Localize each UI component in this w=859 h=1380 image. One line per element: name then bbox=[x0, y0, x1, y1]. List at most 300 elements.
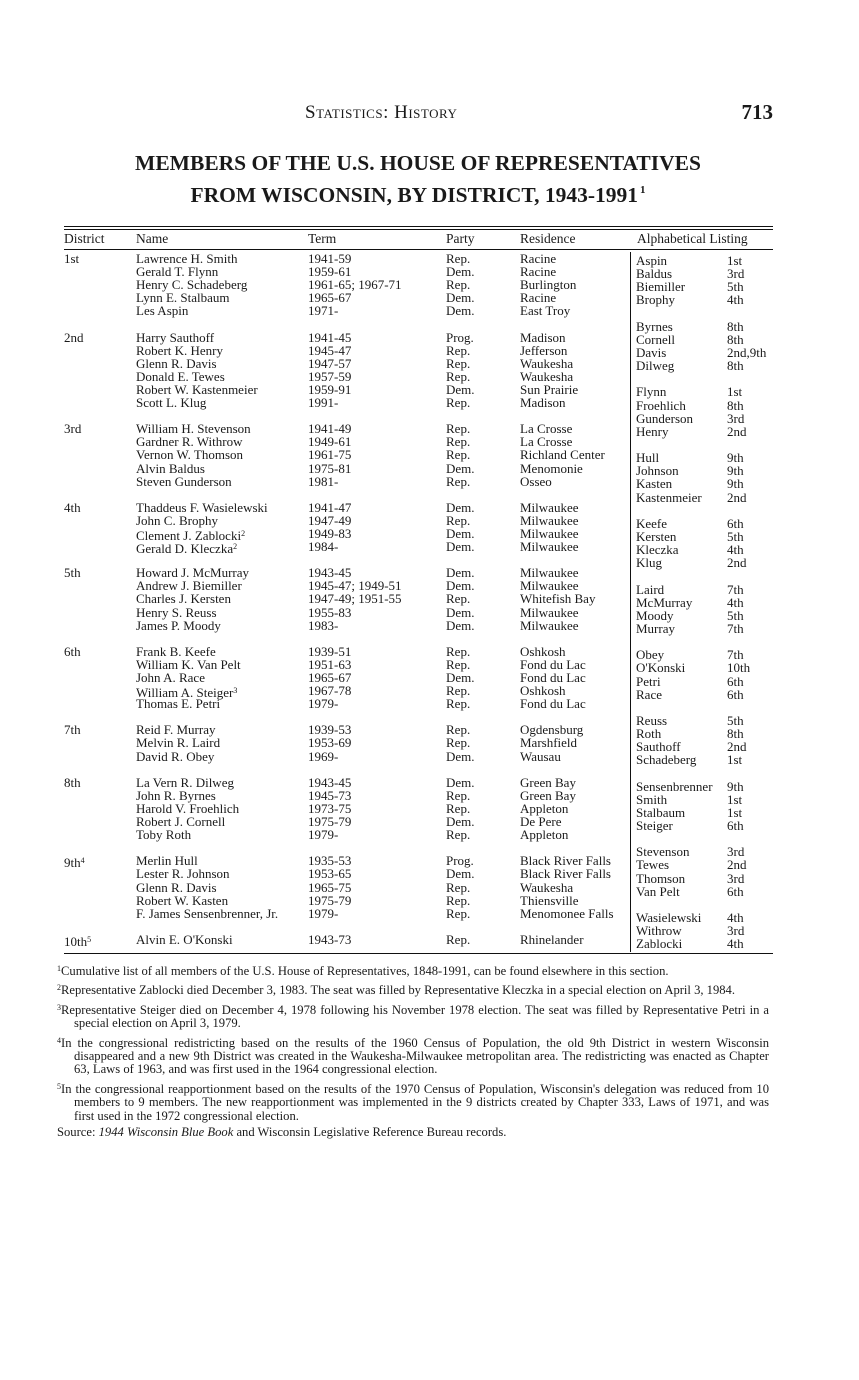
alpha-list-item bbox=[636, 477, 776, 490]
member-term: 1941-45 bbox=[308, 329, 352, 345]
member-name: David R. Obey bbox=[136, 748, 215, 764]
district-label: 5th bbox=[64, 565, 81, 581]
member-term: 1939-53 bbox=[308, 722, 352, 738]
alpha-district: 8th bbox=[727, 331, 744, 347]
alpha-name: Klug bbox=[636, 555, 662, 571]
alpha-name: Roth bbox=[636, 726, 662, 742]
alpha-name: Steiger bbox=[636, 818, 673, 834]
member-term: 1965-75 bbox=[308, 879, 352, 895]
table-row bbox=[64, 514, 630, 527]
alpha-district: 9th bbox=[727, 476, 744, 492]
alpha-district: 6th bbox=[727, 883, 744, 899]
running-head bbox=[0, 100, 859, 130]
member-party: Dem. bbox=[446, 525, 475, 541]
member-party: Rep. bbox=[446, 342, 471, 358]
member-term: 1975-81 bbox=[308, 460, 352, 476]
member-name: Charles J. Kersten bbox=[136, 591, 231, 607]
member-residence: Black River Falls bbox=[520, 866, 611, 882]
member-residence: Milwaukee bbox=[520, 539, 579, 555]
footnote-2: $^2$Representative Zablocki died December 3, 1983. The seat was filled by Representative Kleczka in a special election on April 3, 1984. bbox=[57, 983, 736, 998]
member-name: Gerald T. Flynn bbox=[136, 264, 219, 280]
alpha-district: 3rd bbox=[727, 923, 745, 939]
alpha-list-item bbox=[636, 425, 776, 438]
member-residence: Appleton bbox=[520, 827, 569, 843]
district-label: 1st bbox=[64, 251, 80, 266]
member-term: 1965-67 bbox=[308, 290, 352, 306]
alpha-list-item bbox=[636, 359, 776, 372]
member-party: Prog. bbox=[446, 853, 474, 869]
member-residence: Racine bbox=[520, 264, 557, 280]
member-name: Glenn R. Davis bbox=[136, 355, 217, 371]
alpha-name: Wasielewski bbox=[636, 910, 702, 926]
member-name: Robert W. Kastenmeier bbox=[136, 381, 258, 397]
member-residence: Oshkosh bbox=[520, 683, 566, 699]
table-row bbox=[64, 828, 630, 841]
member-name: Melvin R. Laird bbox=[136, 735, 221, 751]
member-name: John A. Race bbox=[136, 670, 205, 685]
member-name: Robert W. Kasten bbox=[136, 892, 229, 908]
member-name: James P. Moody bbox=[136, 617, 221, 633]
alpha-list-item bbox=[636, 780, 776, 793]
alpha-list-item bbox=[636, 885, 776, 898]
member-name: Thomas E. Petri bbox=[136, 696, 221, 712]
member-party: Rep. bbox=[446, 355, 471, 371]
footnote-4: $^4$In the congressional redistricting based on the results of the 1960 Census of Population, the old 9th District in western Wisconsin disappeared and a new 9th District was created in the Waukesha-Milwaukee metropolitan area. The redistricting was enacted as Chapter 63, Laws of 1963, and was first used in the 1964 congressional election. bbox=[57, 1035, 769, 1077]
member-party: Dem. bbox=[446, 460, 475, 476]
member-party: Rep. bbox=[446, 892, 471, 908]
member-residence: Fond du Lac bbox=[520, 670, 586, 685]
alpha-name: Baldus bbox=[636, 266, 673, 282]
member-residence: Milwaukee bbox=[520, 512, 579, 528]
member-residence: Milwaukee bbox=[520, 525, 579, 541]
member-name: Les Aspin bbox=[136, 303, 189, 319]
alpha-district: 2nd bbox=[727, 857, 747, 873]
alpha-list-item bbox=[636, 609, 776, 622]
alpha-district: 7th bbox=[727, 647, 744, 663]
alpha-list-item bbox=[636, 937, 776, 950]
member-residence: Wausau bbox=[520, 748, 561, 764]
column-header-term: Term bbox=[308, 231, 337, 246]
member-party: Rep. bbox=[446, 696, 471, 712]
alpha-name: Race bbox=[636, 686, 662, 702]
member-party: Dem. bbox=[446, 499, 475, 515]
member-name: Henry C. Schadeberg bbox=[136, 277, 248, 293]
page-number: 713 bbox=[741, 100, 773, 124]
alpha-list-item bbox=[636, 872, 776, 885]
district-label: 7th bbox=[64, 722, 81, 738]
alpha-list-item bbox=[636, 583, 776, 596]
member-term: 1973-75 bbox=[308, 800, 352, 816]
table-title-line-1: MEMBERS OF THE U.S. HOUSE OF REPRESENTATIVES bbox=[135, 151, 701, 175]
member-term: 1947-49 bbox=[308, 512, 352, 528]
alpha-list-item bbox=[636, 491, 776, 504]
section-title: Statistics: History bbox=[305, 102, 458, 123]
member-residence: Milwaukee bbox=[520, 565, 579, 581]
member-residence: Whitefish Bay bbox=[520, 591, 596, 607]
member-residence: Green Bay bbox=[520, 774, 576, 790]
alpha-list-item bbox=[636, 385, 776, 398]
alpha-district: 1st bbox=[727, 752, 743, 768]
column-header-name: Name bbox=[136, 231, 169, 246]
source-title: 1944 Wisconsin Blue Book bbox=[98, 1125, 234, 1140]
member-residence: Madison bbox=[520, 395, 566, 411]
member-term: 1979- bbox=[308, 905, 339, 921]
alpha-list-item bbox=[636, 819, 776, 832]
district-group bbox=[64, 499, 630, 557]
member-party: Rep. bbox=[446, 905, 471, 921]
member-residence: Madison bbox=[520, 329, 566, 345]
member-party: Dem. bbox=[446, 565, 475, 581]
district-label: 4th bbox=[64, 499, 81, 515]
alpha-name: Schadeberg bbox=[636, 752, 697, 768]
table-row bbox=[64, 619, 630, 632]
member-term: 1947-49; 1951-55 bbox=[308, 591, 402, 607]
top-rule-2 bbox=[64, 229, 773, 230]
alpha-name: Zablocki bbox=[636, 936, 683, 952]
alpha-name: Tewes bbox=[636, 857, 670, 873]
member-party: Rep. bbox=[446, 434, 471, 450]
table-title-line-2: FROM WISCONSIN, BY DISTRICT, 1943-1991 $^1$ bbox=[190, 183, 646, 207]
district-label: $10th^5$ bbox=[64, 933, 92, 949]
alpha-name: Johnson bbox=[636, 463, 679, 479]
member-residence: Richland Center bbox=[520, 447, 605, 463]
alpha-list-item bbox=[636, 293, 776, 306]
alpha-list-item bbox=[636, 399, 776, 412]
member-party: Rep. bbox=[446, 683, 471, 699]
member-party: Rep. bbox=[446, 800, 471, 816]
member-party: Rep. bbox=[446, 879, 471, 895]
alpha-list-spacer bbox=[636, 504, 776, 517]
alpha-name: Aspin bbox=[636, 253, 668, 268]
member-name: Alvin E. O'Konski bbox=[136, 931, 233, 947]
member-residence: Sun Prairie bbox=[520, 381, 579, 397]
member-name: Glenn R. Davis bbox=[136, 879, 217, 895]
table-row bbox=[64, 697, 630, 710]
alpha-name: Kleczka bbox=[636, 542, 679, 558]
header-rule bbox=[64, 249, 773, 250]
table-title bbox=[60, 150, 776, 209]
district-group bbox=[64, 566, 630, 631]
source-note: Source: 1944 Wisconsin Blue Book and Wisconsin Legislative Reference Bureau records. bbox=[57, 1125, 507, 1140]
alpha-district: 7th bbox=[727, 620, 744, 636]
member-term: 1991- bbox=[308, 395, 339, 411]
member-residence: Racine bbox=[520, 251, 557, 266]
member-party: Rep. bbox=[446, 395, 471, 411]
member-residence: Osseo bbox=[520, 473, 552, 489]
member-term: 1949-61 bbox=[308, 434, 352, 450]
member-residence: Fond du Lac bbox=[520, 696, 586, 712]
alpha-district: 1st bbox=[727, 804, 743, 820]
alpha-district: 6th bbox=[727, 818, 744, 834]
member-term: 1971- bbox=[308, 303, 339, 319]
alphabetical-listing bbox=[636, 254, 776, 950]
member-party: Rep. bbox=[446, 251, 471, 266]
alpha-name: Brophy bbox=[636, 292, 675, 308]
member-footnote-ref: 2 bbox=[233, 542, 238, 552]
member-party: Dem. bbox=[446, 264, 475, 280]
district-group bbox=[64, 331, 630, 410]
member-term: 1969- bbox=[308, 748, 339, 764]
alpha-district: 7th bbox=[727, 581, 744, 597]
alpha-district: 1st bbox=[727, 384, 743, 400]
footnote-1: $^1$Cumulative list of all members of the U.S. House of Representatives, 1848-1991, can be found elsewhere in this section. bbox=[57, 964, 669, 978]
alpha-district: 10th bbox=[727, 660, 751, 676]
member-residence: Ogdensburg bbox=[520, 722, 584, 738]
alpha-district: 5th bbox=[727, 712, 744, 728]
member-name: Robert K. Henry bbox=[136, 342, 224, 358]
member-residence: La Crosse bbox=[520, 434, 573, 450]
alpha-district: 8th bbox=[727, 318, 744, 334]
member-residence: Milwaukee bbox=[520, 578, 579, 594]
member-residence: East Troy bbox=[520, 303, 571, 319]
alpha-name: Froehlich bbox=[636, 397, 686, 413]
alpha-district: 8th bbox=[727, 726, 744, 742]
member-term: 1947-57 bbox=[308, 355, 352, 371]
column-header-district: District bbox=[64, 231, 105, 246]
alpha-district: 8th bbox=[727, 358, 744, 374]
member-residence: Waukesha bbox=[520, 355, 574, 371]
member-term: 1979- bbox=[308, 696, 339, 712]
footnote-5: $^5$In the congressional reapportionment based on the results of the 1970 Census of Population, Wisconsin's delegation was reduced from 10 members to 9 members. The new reapportionment was implemented in the 9 districts created by Chapter 333, Laws of 1971, and was first used in the 1972 congressional election. bbox=[57, 1081, 769, 1123]
alpha-district: 1st bbox=[727, 791, 743, 807]
member-name: Vernon W. Thomson bbox=[136, 447, 244, 463]
alpha-name: Sauthoff bbox=[636, 739, 681, 755]
member-term: 1955-83 bbox=[308, 604, 352, 620]
alpha-list-spacer bbox=[636, 766, 776, 779]
member-term: 1975-79 bbox=[308, 892, 352, 908]
member-residence: Racine bbox=[520, 290, 557, 306]
district-group bbox=[64, 645, 630, 710]
alpha-district: 5th bbox=[727, 279, 744, 295]
member-party: Rep. bbox=[446, 421, 471, 437]
alpha-district: 5th bbox=[727, 607, 744, 623]
member-term: 1949-83 bbox=[308, 525, 352, 541]
member-residence: Waukesha bbox=[520, 368, 574, 384]
alpha-name: Biemiller bbox=[636, 279, 686, 295]
district-label: 8th bbox=[64, 774, 81, 790]
district-label: $9th^4$ bbox=[64, 855, 85, 871]
alpha-list-spacer bbox=[636, 701, 776, 714]
member-party: Dem. bbox=[446, 578, 475, 594]
member-term: 1945-73 bbox=[308, 787, 352, 803]
member-party: Dem. bbox=[446, 774, 475, 790]
alpha-name: Murray bbox=[636, 620, 675, 636]
alpha-name: O'Konski bbox=[636, 660, 686, 676]
member-name: Harold V. Froehlich bbox=[136, 800, 240, 816]
member-residence: Rhinelander bbox=[520, 931, 584, 947]
member-residence: Black River Falls bbox=[520, 853, 611, 869]
member-term: 1935-53 bbox=[308, 853, 352, 869]
alpha-name: Kersten bbox=[636, 528, 677, 544]
member-term: 1941-49 bbox=[308, 421, 352, 437]
member-party: Dem. bbox=[446, 748, 475, 764]
alpha-district: 3rd bbox=[727, 410, 745, 426]
alpha-list-item bbox=[636, 675, 776, 688]
alpha-name: Stevenson bbox=[636, 844, 690, 860]
alpha-list-item bbox=[636, 333, 776, 346]
member-party: Rep. bbox=[446, 787, 471, 803]
alpha-name: Cornell bbox=[636, 331, 675, 347]
member-name: Clement J. Zablocki$^2$ bbox=[136, 527, 246, 543]
alpha-name: Davis bbox=[636, 344, 667, 360]
member-name: John R. Byrnes bbox=[136, 787, 216, 803]
alpha-district: 6th bbox=[727, 686, 744, 702]
alpha-list-item bbox=[636, 517, 776, 530]
district-footnote-ref: 4 bbox=[80, 856, 85, 866]
district-group bbox=[64, 252, 630, 317]
alpha-name: Petri bbox=[636, 673, 661, 689]
alpha-name: Henry bbox=[636, 423, 669, 439]
alpha-district: 2nd bbox=[727, 489, 747, 505]
member-name: Gardner R. Withrow bbox=[136, 434, 243, 450]
member-residence: La Crosse bbox=[520, 421, 573, 437]
alpha-district: 3rd bbox=[727, 266, 745, 282]
member-name: Donald E. Tewes bbox=[136, 368, 225, 384]
member-term: 1945-47; 1949-51 bbox=[308, 578, 402, 594]
member-residence: Burlington bbox=[520, 277, 577, 293]
table-row bbox=[64, 907, 630, 920]
member-residence: Green Bay bbox=[520, 787, 576, 803]
column-header-party: Party bbox=[446, 231, 475, 246]
member-name: Reid F. Murray bbox=[136, 722, 216, 738]
member-term: 1945-47 bbox=[308, 342, 352, 358]
member-residence: Appleton bbox=[520, 800, 569, 816]
alpha-name: Moody bbox=[636, 607, 674, 623]
column-header-residence: Residence bbox=[520, 231, 576, 246]
alpha-name: Stalbaum bbox=[636, 804, 686, 820]
member-term: 1939-51 bbox=[308, 643, 352, 659]
member-party: Rep. bbox=[446, 656, 471, 672]
member-footnote-ref: 2 bbox=[241, 528, 246, 538]
member-term: 1957-59 bbox=[308, 368, 352, 384]
table-row bbox=[64, 931, 630, 949]
member-party: Dem. bbox=[446, 866, 475, 882]
member-party: Dem. bbox=[446, 303, 475, 319]
alpha-district: 4th bbox=[727, 910, 744, 926]
district-group bbox=[64, 422, 630, 487]
alpha-district: 6th bbox=[727, 515, 744, 531]
member-term: 1979- bbox=[308, 827, 339, 843]
member-party: Rep. bbox=[446, 722, 471, 738]
alpha-district: 9th bbox=[727, 450, 744, 466]
column-header-alphabetical: Alphabetical Listing bbox=[637, 231, 748, 246]
member-term: 1941-59 bbox=[308, 251, 352, 266]
top-rule-1 bbox=[64, 226, 773, 227]
table-row bbox=[64, 304, 630, 317]
member-name: Lynn E. Stalbaum bbox=[136, 290, 230, 306]
member-residence: Fond du Lac bbox=[520, 656, 586, 672]
member-residence: Waukesha bbox=[520, 879, 574, 895]
alpha-list-spacer bbox=[636, 307, 776, 320]
member-term: 1984- bbox=[308, 539, 339, 555]
member-party: Dem. bbox=[446, 617, 475, 633]
alpha-list-item bbox=[636, 622, 776, 635]
member-name: Thaddeus F. Wasielewski bbox=[136, 499, 268, 515]
alpha-district: 4th bbox=[727, 292, 744, 308]
member-name: Frank B. Keefe bbox=[136, 643, 216, 659]
member-name: F. James Sensenbrenner, Jr. bbox=[136, 905, 279, 921]
member-party: Rep. bbox=[446, 512, 471, 528]
member-name: Merlin Hull bbox=[136, 853, 198, 869]
alpha-district: 3rd bbox=[727, 844, 745, 860]
member-party: Dem. bbox=[446, 381, 475, 397]
member-residence: Milwaukee bbox=[520, 604, 579, 620]
table-row bbox=[64, 475, 630, 488]
bottom-rule bbox=[64, 953, 773, 954]
member-residence: Milwaukee bbox=[520, 617, 579, 633]
member-term: 1975-79 bbox=[308, 814, 352, 830]
alpha-list-item bbox=[636, 793, 776, 806]
footnotes bbox=[57, 962, 769, 1139]
member-party: Dem. bbox=[446, 290, 475, 306]
member-residence: Menomonie bbox=[520, 460, 583, 476]
member-party: Rep. bbox=[446, 735, 471, 751]
member-party: Rep. bbox=[446, 643, 471, 659]
member-party: Rep. bbox=[446, 931, 471, 947]
alpha-list-item bbox=[636, 412, 776, 425]
table-row bbox=[64, 750, 630, 763]
member-party: Dem. bbox=[446, 539, 475, 555]
member-name: Toby Roth bbox=[136, 827, 192, 843]
alpha-name: Flynn bbox=[636, 384, 667, 400]
alpha-district: 2nd,9th bbox=[727, 344, 767, 360]
district-label: 6th bbox=[64, 643, 81, 659]
alpha-list-item bbox=[636, 661, 776, 674]
member-term: 1983- bbox=[308, 617, 339, 633]
alpha-name: Laird bbox=[636, 581, 665, 597]
alpha-name: Kastenmeier bbox=[636, 489, 702, 505]
district-table bbox=[64, 252, 630, 959]
member-party: Rep. bbox=[446, 447, 471, 463]
alpha-name: Thomson bbox=[636, 870, 686, 886]
member-name: Scott L. Klug bbox=[136, 395, 207, 411]
alpha-name: Withrow bbox=[636, 923, 682, 939]
alpha-name: Obey bbox=[636, 647, 665, 663]
district-group bbox=[64, 854, 630, 919]
member-party: Dem. bbox=[446, 604, 475, 620]
member-name: Robert J. Cornell bbox=[136, 814, 226, 830]
member-footnote-ref: 3 bbox=[233, 686, 238, 696]
member-party: Dem. bbox=[446, 670, 475, 685]
member-party: Rep. bbox=[446, 473, 471, 489]
alpha-name: Smith bbox=[636, 791, 668, 807]
alpha-list-item bbox=[636, 753, 776, 766]
alpha-name: Kasten bbox=[636, 476, 673, 492]
alpha-name: Gunderson bbox=[636, 410, 694, 426]
member-name: John C. Brophy bbox=[136, 512, 218, 528]
member-residence: Oshkosh bbox=[520, 643, 566, 659]
alpha-district: 9th bbox=[727, 463, 744, 479]
member-name: William A. Steiger$^3$ bbox=[136, 685, 238, 701]
member-party: Rep. bbox=[446, 368, 471, 384]
alpha-district: 2nd bbox=[727, 555, 747, 571]
alpha-name: Sensenbrenner bbox=[636, 778, 713, 794]
member-residence: Jefferson bbox=[520, 342, 568, 358]
alpha-district: 4th bbox=[727, 936, 744, 952]
alpha-name: Reuss bbox=[636, 712, 668, 728]
alpha-list-spacer bbox=[636, 569, 776, 582]
alpha-list-item bbox=[636, 556, 776, 569]
member-name: William H. Stevenson bbox=[136, 421, 251, 437]
alpha-district: 5th bbox=[727, 528, 744, 544]
footnote-3: $^3$Representative Steiger died on December 4, 1978 following his November 1978 election. The seat was filled by Representative Petri in a special election on April 3, 1979. bbox=[57, 1002, 769, 1031]
member-name: William K. Van Pelt bbox=[136, 656, 241, 672]
alpha-name: Dilweg bbox=[636, 358, 675, 374]
district-footnote-ref: 5 bbox=[87, 934, 92, 944]
alpha-district: 3rd bbox=[727, 870, 745, 886]
member-term: 1941-47 bbox=[308, 499, 352, 515]
alpha-name: McMurray bbox=[636, 594, 693, 610]
